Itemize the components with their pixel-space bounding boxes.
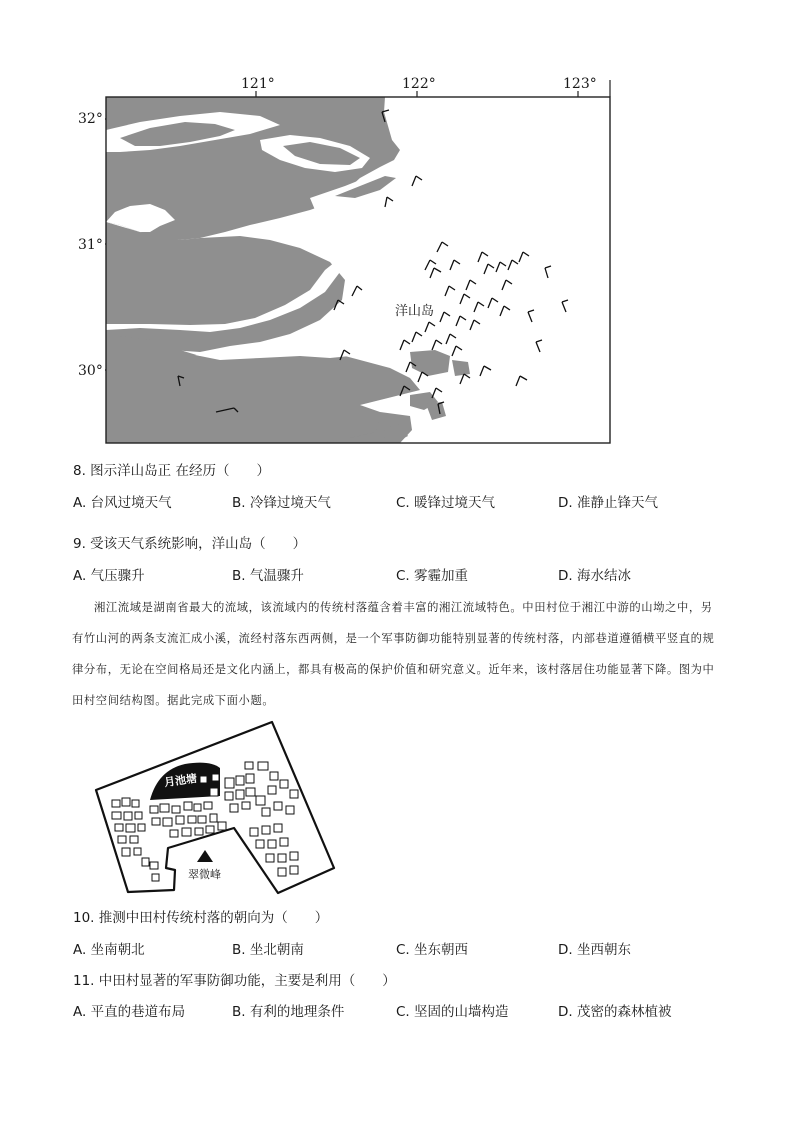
question-8-option-c[interactable]: C. 暖锋过境天气: [396, 495, 496, 511]
lon-label-123: 123°: [563, 76, 597, 92]
peak-label: 翠微峰: [188, 868, 221, 881]
lat-label-32: 32°: [78, 111, 103, 127]
question-8-option-b[interactable]: B. 冷锋过境天气: [232, 495, 331, 511]
question-8-option-d[interactable]: D. 准静止锋天气: [558, 495, 658, 511]
weather-map: [104, 80, 614, 446]
question-10-option-c[interactable]: C. 坐东朝西: [396, 942, 469, 958]
question-10-option-b[interactable]: B. 坐北朝南: [232, 942, 304, 958]
land-areas: [106, 97, 470, 443]
question-9-option-d[interactable]: D. 海水结冰: [558, 568, 631, 584]
question-8-stem: 8. 图示洋山岛正 在经历（ ）: [73, 463, 270, 479]
lat-label-30: 30°: [78, 363, 103, 379]
question-10-option-d[interactable]: D. 坐西朝东: [558, 942, 631, 958]
lat-label-31: 31°: [78, 237, 103, 253]
island-label: 洋山岛: [395, 304, 435, 319]
reading-passage: 湘江流域是湖南省最大的流域，该流域内的传统村落蕴含着丰富的湘江流域特色。中田村位于湘江中游的山坳之中，另有竹山河的两条支流汇成小溪，流经村落东西两侧，是一个军事防御功能特别显著的传统村落，内部巷道遵循横平竖直的规律分布，无论在空间格局还是文化内涵上，都具有极高的保护价值和研究意义。近年来，该村落居住功能显著下降。图为中田村空间结构图。据此完成下面小题。: [72, 601, 715, 707]
peak-triangle-icon: [197, 850, 213, 862]
question-8-option-a[interactable]: A. 台风过境天气: [73, 495, 172, 511]
question-11-option-c[interactable]: C. 坚固的山墙构造: [396, 1004, 509, 1020]
question-10-option-a[interactable]: A. 坐南朝北: [73, 942, 145, 958]
question-9-stem: 9. 受该天气系统影响，洋山岛（ ）: [73, 536, 307, 552]
lon-label-122: 122°: [402, 76, 436, 92]
question-11-stem: 11. 中田村显著的军事防御功能，主要是利用（ ）: [73, 973, 396, 989]
question-11-option-a[interactable]: A. 平直的巷道布局: [73, 1004, 186, 1020]
question-11-option-d[interactable]: D. 茂密的森林植被: [558, 1004, 672, 1020]
question-11-option-b[interactable]: B. 有利的地理条件: [232, 1004, 345, 1020]
pond-label: 月池塘: [163, 771, 198, 790]
lon-label-121: 121°: [241, 76, 275, 92]
question-9-option-b[interactable]: B. 气温骤升: [232, 568, 304, 584]
question-10-stem: 10. 推测中田村传统村落的朝向为（ ）: [73, 910, 329, 926]
question-9-option-a[interactable]: A. 气压骤升: [73, 568, 145, 584]
question-9-option-c[interactable]: C. 雾霾加重: [396, 568, 469, 584]
